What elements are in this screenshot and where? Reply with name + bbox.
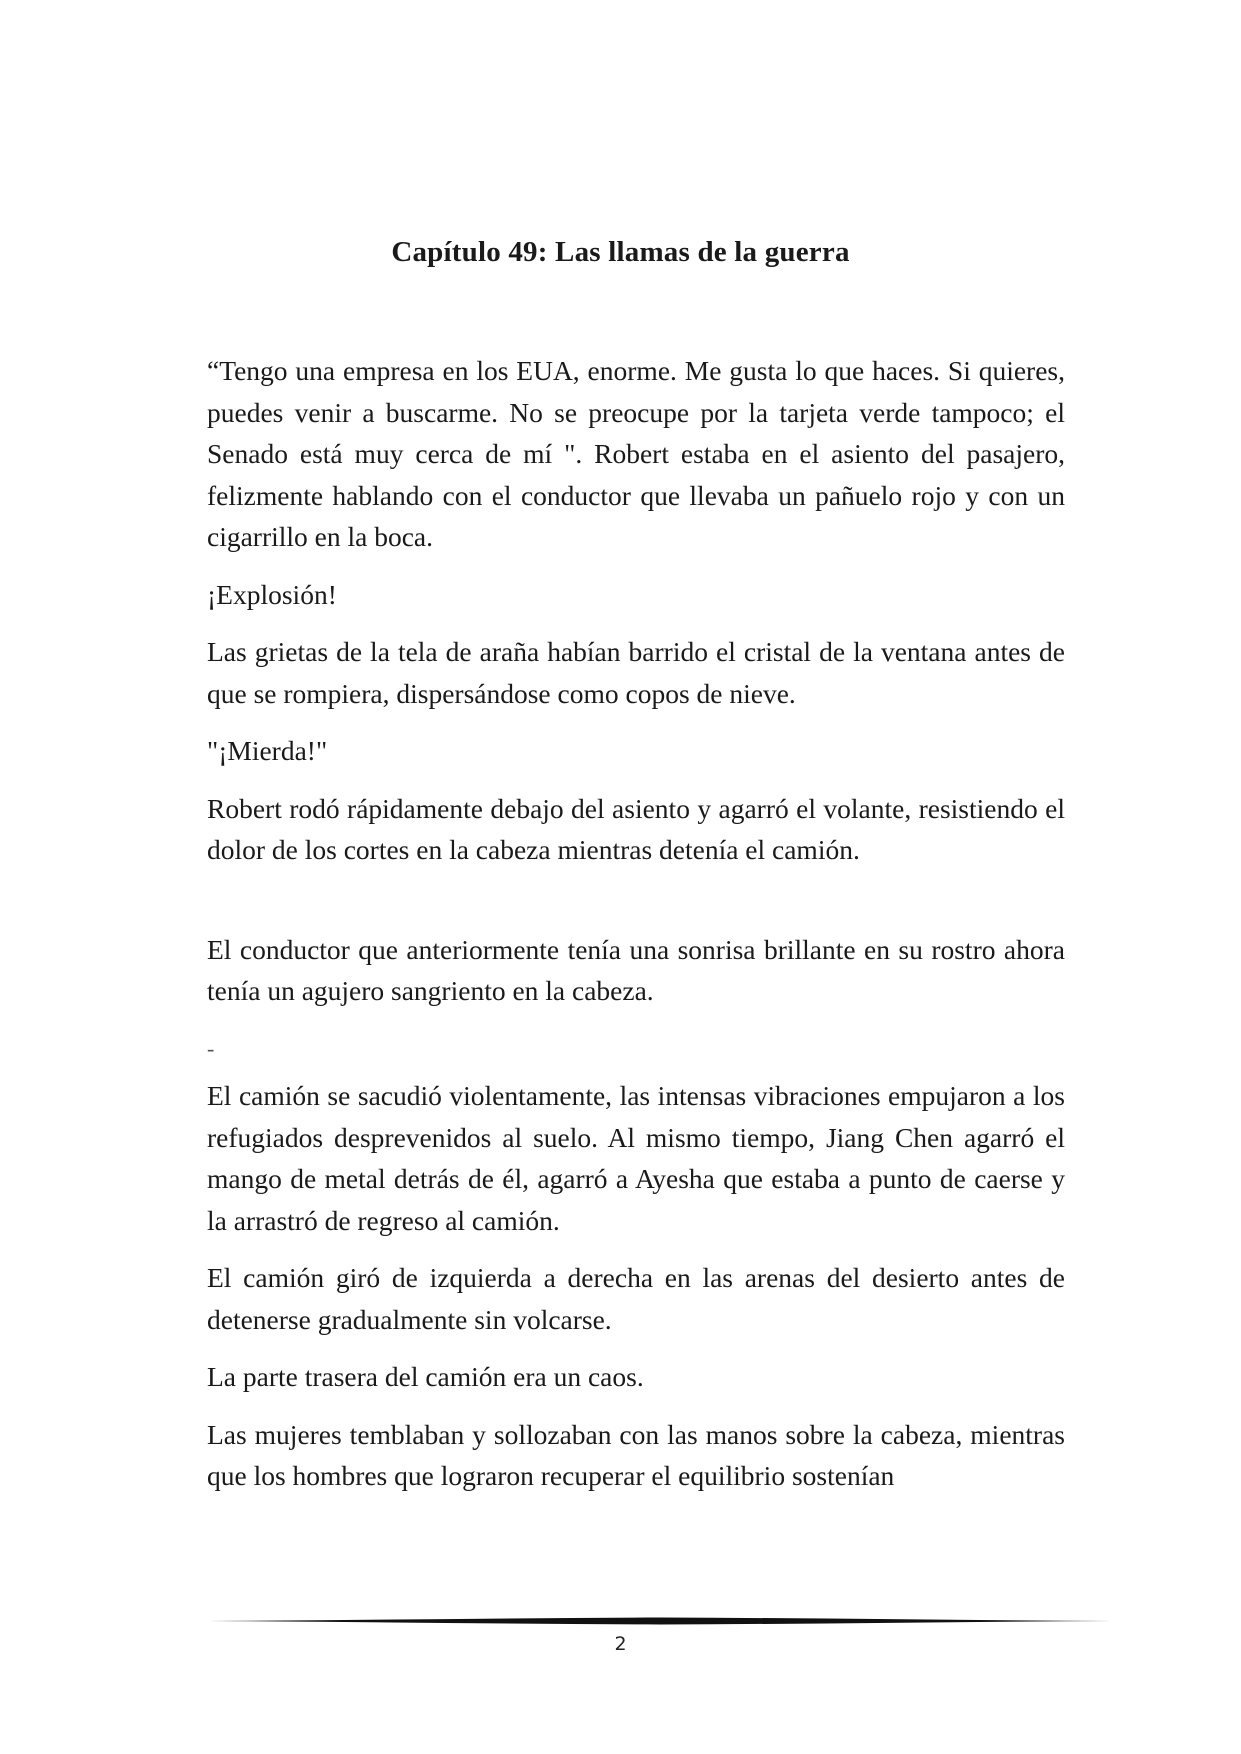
paragraph: ¡Explosión! [207, 578, 337, 610]
footer-divider [208, 1616, 1112, 1626]
paragraph: La parte trasera del camión era un caos. [207, 1361, 644, 1392]
paragraph: Las mujeres temblaban y sollozaban con las manos sobre la cabeza, mientras que los hombres que lograron recuperar el equilibrio sostenían [207, 1418, 1065, 1491]
paragraph: El camión se sacudió violentamente, las intensas vibraciones empujaron a los refugiados desprevenidos al suelo. Al mismo tiempo, Jiang Chen agarró el mango de metal detrás de él, agarró a Ayesha que estaba a punto de caerse y la arrastró de regreso al camión. [207, 1080, 1065, 1236]
paragraph: El camión giró de izquierda a derecha en las arenas del desierto antes de detenerse gradualmente sin volcarse. [207, 1262, 1065, 1335]
scene-separator: - [207, 1035, 215, 1061]
paragraph: Robert rodó rápidamente debajo del asiento y agarró el volante, resistiendo el dolor de los cortes en la cabeza mientras detenía el camión. [207, 792, 1065, 865]
paragraph: Las grietas de la tela de araña habían barrido el cristal de la ventana antes de que se rompiera, dispersándose como copos de nieve. [207, 636, 1065, 709]
chapter-title: Capítulo 49: Las llamas de la guerra [391, 236, 850, 268]
chapter-body [207, 350, 1065, 1513]
paragraph: El conductor que anteriormente tenía una sonrisa brillante en su rostro ahora tenía un agujero sangriento en la cabeza. [207, 933, 1065, 1006]
page-number: 2 [614, 1633, 627, 1655]
paragraph: "¡Mierda!" [207, 735, 328, 766]
paragraph: “Tengo una empresa en los EUA, enorme. Me gusta lo que haces. Si quieres, puedes venir a buscarme. No se preocupe por la tarjeta verde tampoco; el Senado está muy cerca de mí ". Robert estaba en el asiento del pasajero, felizmente hablando con el conductor que llevaba un pañuelo rojo y con un cigarrillo en la boca. [207, 355, 1065, 552]
